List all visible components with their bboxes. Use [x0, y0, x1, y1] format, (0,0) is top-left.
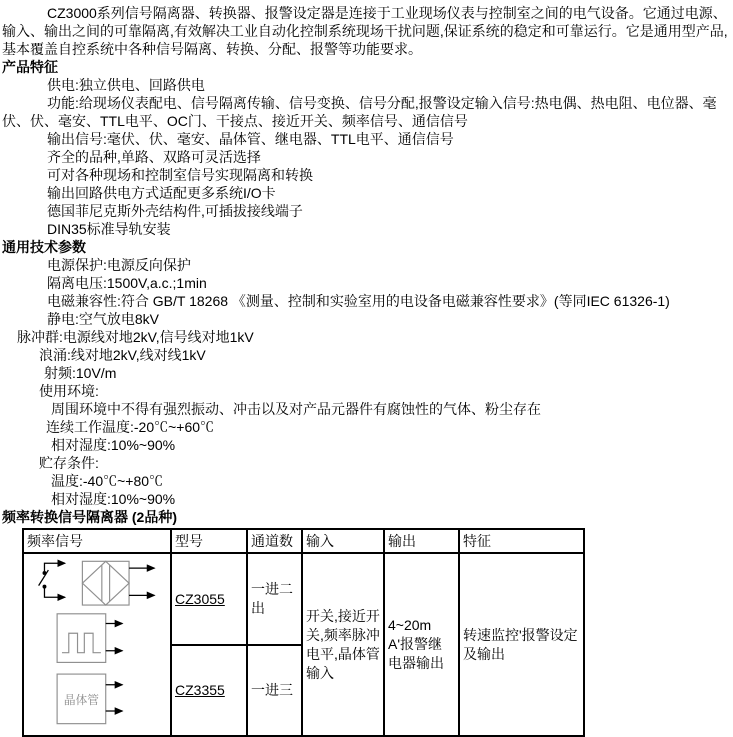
cell-channels-1: 一进二出 — [247, 553, 302, 645]
tech-line-esd: 静电:空气放电8kV — [47, 311, 160, 327]
feature-line-loop-power: 输出回路供电方式适配更多系统I/O卡 — [47, 185, 276, 201]
col-header-frequency-signal: 频率信号 — [23, 529, 171, 553]
tech-line-emc: 电磁兼容性:符合 GB/T 18268 《测量、控制和实验室用的电设备电磁兼容性要求》(等同IEC 61326-1) — [47, 293, 670, 309]
feature-line-isolation: 可对各种现场和控制室信号实现隔离和转换 — [47, 167, 313, 183]
tech-line-ambient: 周围环境中不得有强烈振动、冲击以及对产品元器件有腐蚀性的气体、粉尘存在 — [51, 401, 541, 417]
frequency-signal-diagram — [26, 556, 166, 728]
col-header-channels: 通道数 — [247, 529, 302, 553]
col-header-input: 输入 — [302, 529, 384, 553]
tech-line-storage-temp: 温度:-40℃~+80℃ — [51, 473, 164, 489]
tech-line-rf: 射频:10V/m — [44, 365, 117, 381]
transistor-box-icon — [57, 674, 122, 724]
document — [2, 4, 731, 737]
col-header-feature: 特征 — [459, 529, 584, 553]
cell-model-1 — [171, 553, 247, 645]
cell-output: 4~20mA'报警继电器输出 — [384, 553, 459, 736]
tech-line-work-temp: 连续工作温度:-20℃~+60℃ — [46, 419, 215, 435]
feature-line-din-rail: DIN35标准导轨安装 — [47, 221, 171, 237]
cell-signal-diagram — [23, 553, 171, 736]
cell-model-2 — [171, 645, 247, 736]
tech-line-storage-humidity: 相对湿度:10%~90% — [51, 491, 176, 507]
feature-line-housing: 德国菲尼克斯外壳结构件,可插拔接线端子 — [47, 203, 303, 219]
model-link-cz3055[interactable]: CZ3055 — [175, 590, 225, 607]
col-header-output: 输出 — [384, 529, 459, 553]
table-header-row — [23, 529, 584, 553]
switch-icon — [39, 563, 65, 597]
model-link-cz3355[interactable]: CZ3355 — [175, 682, 225, 698]
isolator-block-icon — [82, 561, 129, 605]
feature-line-variety: 齐全的品种,单路、双路可灵活选择 — [47, 149, 261, 165]
cell-input: 开关,接近开关,频率脉冲电平,晶体管输入 — [302, 553, 384, 736]
cell-feature: 转速监控'报警设定及输出 — [459, 553, 584, 736]
section-heading-features: 产品特征 — [2, 59, 58, 75]
isolator-table — [22, 528, 585, 737]
tech-line-environment: 使用环境: — [39, 383, 99, 399]
tech-line-power-protect: 电源保护:电源反向保护 — [47, 257, 191, 273]
isolator-output-arrows — [129, 568, 154, 595]
section-heading-isolator-table: 频率转换信号隔离器 (2品种) — [2, 509, 177, 525]
cell-channels-2: 一进三 — [247, 645, 302, 736]
transistor-label: 晶体管 — [63, 694, 99, 708]
pulse-signal-icon — [57, 614, 122, 663]
feature-line-power: 供电:独立供电、回路供电 — [47, 77, 205, 93]
tech-line-humidity: 相对湿度:10%~90% — [51, 437, 176, 453]
intro-paragraph: CZ3000系列信号隔离器、转换器、报警设定器是连接于工业现场仪表与控制室之间的电气设备。它通过电源、输入、输出之间的可靠隔离,有效解决工业自动化控制系统现场干扰问题,保证系统的稳定和可靠运行。它是通用型产品,基本覆盖自控系统中各种信号隔离、转换、分配、报警等功能要求。 — [2, 5, 728, 57]
tech-line-surge: 浪涌:线对地2kV,线对线1kV — [39, 347, 206, 363]
feature-line-output-signal: 输出信号:毫伏、伏、毫安、晶体管、继电器、TTL电平、通信信号 — [47, 131, 454, 147]
feature-line-function: 功能:给现场仪表配电、信号隔离传输、信号变换、信号分配,报警设定输入信号:热电偶、热电阻、电位器、毫伏、伏、毫安、TTL电平、OC门、干接点、接近开关、频率信号、通信信号 — [2, 95, 717, 129]
tech-line-burst: 脉冲群:电源线对地2kV,信号线对地1kV — [17, 329, 254, 345]
tech-line-isolation-voltage: 隔离电压:1500V,a.c.;1min — [47, 275, 207, 291]
col-header-model: 型号 — [171, 529, 247, 553]
section-heading-tech-params: 通用技术参数 — [2, 239, 86, 255]
tech-line-storage: 贮存条件: — [39, 455, 99, 471]
table-row — [23, 553, 584, 645]
